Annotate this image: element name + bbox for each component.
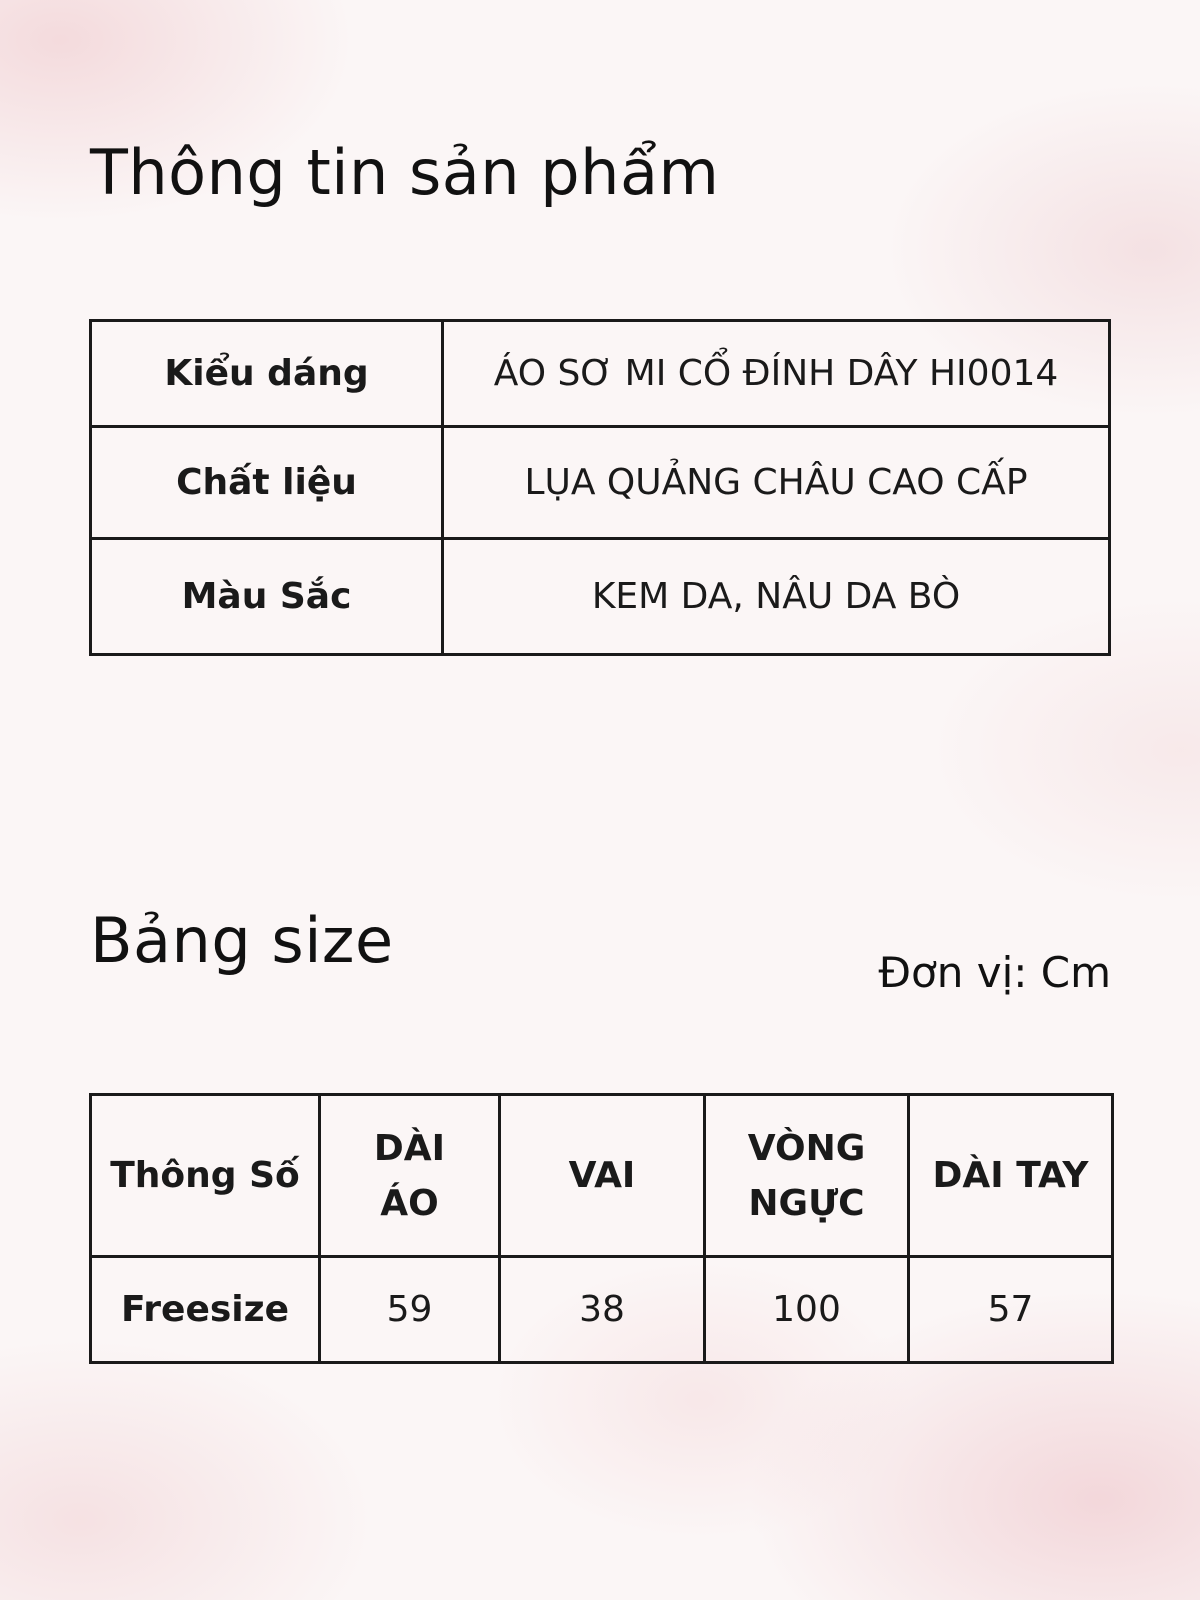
chest-value: 100 — [705, 1257, 909, 1363]
material-label: Chất liệu — [91, 427, 443, 539]
header-sleeve: DÀI TAY — [909, 1095, 1113, 1257]
table-row — [91, 1257, 1113, 1363]
table-row — [91, 539, 1110, 655]
style-label: Kiểu dáng — [91, 321, 443, 427]
material-value: LỤA QUẢNG CHÂU CAO CẤP — [443, 427, 1110, 539]
table-header-row — [91, 1095, 1113, 1257]
product-info-title: Thông tin sản phẩm — [90, 136, 720, 209]
color-value: KEM DA, NÂU DA BÒ — [443, 539, 1110, 655]
length-value: 59 — [320, 1257, 500, 1363]
size-chart-title: Bảng size — [90, 904, 394, 977]
style-value: ÁO SƠ MI CỔ ĐÍNH DÂY HI0014 — [443, 321, 1110, 427]
table-row — [91, 427, 1110, 539]
header-shoulder: VAI — [500, 1095, 705, 1257]
sleeve-value: 57 — [909, 1257, 1113, 1363]
header-chest: VÒNG NGỰC — [705, 1095, 909, 1257]
product-info-table — [89, 319, 1111, 656]
size-name: Freesize — [91, 1257, 320, 1363]
table-row — [91, 321, 1110, 427]
color-label: Màu Sắc — [91, 539, 443, 655]
header-spec: Thông Số — [91, 1095, 320, 1257]
unit-label: Đơn vị: Cm — [878, 948, 1111, 997]
size-chart-table — [89, 1093, 1114, 1364]
header-length: DÀI ÁO — [320, 1095, 500, 1257]
shoulder-value: 38 — [500, 1257, 705, 1363]
